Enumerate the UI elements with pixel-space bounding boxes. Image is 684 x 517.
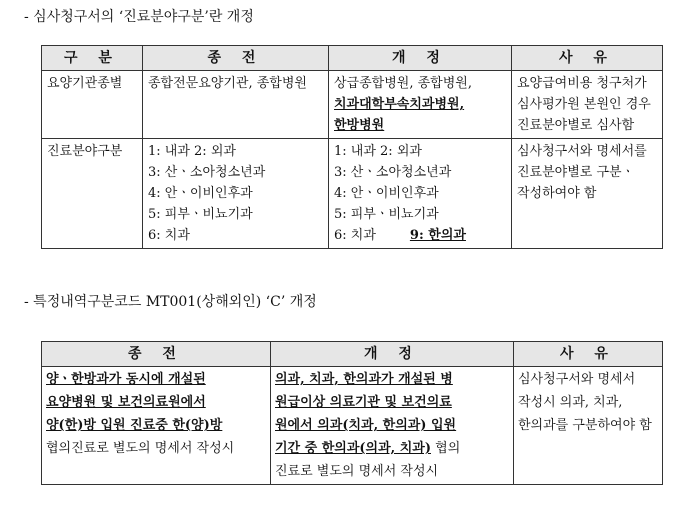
- reason-text: 진료분야별로 구분ㆍ: [517, 165, 635, 180]
- row-after: [329, 139, 512, 249]
- table-header-row: [42, 46, 663, 71]
- before-text: 협의진료로 별도의 명세서 작성시: [46, 441, 235, 456]
- section2-heading: - 특정내역구분코드 MT001(상해외인) ‘C’ 개정: [24, 294, 317, 310]
- code-change-table: [41, 341, 663, 485]
- row-reason: [512, 71, 663, 139]
- list-item-text: 6: 치과: [334, 228, 376, 243]
- column-header-before: 종 전: [143, 46, 329, 71]
- after-text-highlight: 치과대학부속치과병원,: [334, 97, 465, 112]
- column-header-after: 개 정: [271, 342, 514, 367]
- table-header-row: [42, 342, 663, 367]
- list-item-highlight: 9: 한의과: [409, 228, 466, 243]
- list-item: 6: 치과: [148, 228, 190, 243]
- row-reason: [514, 367, 663, 485]
- reason-text: 한의과를 구분하여야 함: [518, 418, 652, 433]
- section1-heading: - 심사청구서의 ‘진료분야구분’란 개정: [24, 9, 254, 25]
- list-item: 5: 피부ㆍ비뇨기과: [334, 207, 439, 222]
- row-before: [42, 367, 271, 485]
- list-item: 4: 안ㆍ이비인후과: [334, 186, 439, 201]
- before-text-highlight: 요양병원 및 보건의료원에서: [46, 395, 206, 410]
- after-text: 상급종합병원, 종합병원,: [334, 76, 472, 91]
- column-header-category: 구 분: [42, 46, 143, 71]
- list-item: 1: 내과 2: 외과: [334, 144, 422, 159]
- list-item: 5: 피부ㆍ비뇨기과: [148, 207, 253, 222]
- before-text-highlight: 양(한)방 입원 진료중 한(양)방: [46, 418, 223, 433]
- list-item: 3: 산ㆍ소아청소년과: [148, 165, 266, 180]
- after-text: 진료로 별도의 명세서 작성시: [275, 464, 439, 479]
- after-text-highlight: 원에서 의과(치과, 한의과) 입원: [275, 418, 457, 433]
- after-text-highlight: 한방병원: [334, 118, 385, 133]
- row-category: 진료분야구분: [42, 139, 143, 249]
- after-text-highlight: 기간 중 한의과(의과, 치과): [275, 441, 431, 456]
- reason-text: 심사평가원 본원인 경우: [517, 97, 651, 112]
- reason-text: 작성시 의과, 치과,: [518, 395, 623, 410]
- row-before: [143, 139, 329, 249]
- list-item: 4: 안ㆍ이비인후과: [148, 186, 253, 201]
- after-text-highlight: 의과, 치과, 한의과가 개설된 병: [275, 372, 453, 387]
- reason-text: 심사청구서와 명세서를: [517, 144, 647, 159]
- after-text: 협의: [431, 441, 461, 456]
- list-item: 1: 내과 2: 외과: [148, 144, 236, 159]
- row-after: [329, 71, 512, 139]
- column-header-after: 개 정: [329, 46, 512, 71]
- reason-text: 심사청구서와 명세서: [518, 372, 636, 387]
- row-reason: [512, 139, 663, 249]
- after-text-highlight: 원급이상 의료기관 및 보건의료: [275, 395, 452, 410]
- list-item: 3: 산ㆍ소아청소년과: [334, 165, 452, 180]
- table-row: [42, 71, 663, 139]
- column-header-before: 종 전: [42, 342, 271, 367]
- row-before: 종합전문요양기관, 종합병원: [143, 71, 329, 139]
- column-header-reason: 사 유: [514, 342, 663, 367]
- after-text: [275, 437, 509, 460]
- before-text-highlight: 양ㆍ한방과가 동시에 개설된: [46, 372, 206, 387]
- table-row: [42, 367, 663, 485]
- reason-text: 작성하여야 함: [517, 186, 597, 201]
- medical-field-table: [41, 45, 663, 249]
- row-after: [271, 367, 514, 485]
- reason-text: 요양급여비용 청구처가: [517, 76, 647, 91]
- list-item: [334, 225, 506, 246]
- table-row: [42, 139, 663, 249]
- reason-text: 진료분야별로 심사함: [517, 118, 635, 133]
- column-header-reason: 사 유: [512, 46, 663, 71]
- row-category: 요양기관종별: [42, 71, 143, 139]
